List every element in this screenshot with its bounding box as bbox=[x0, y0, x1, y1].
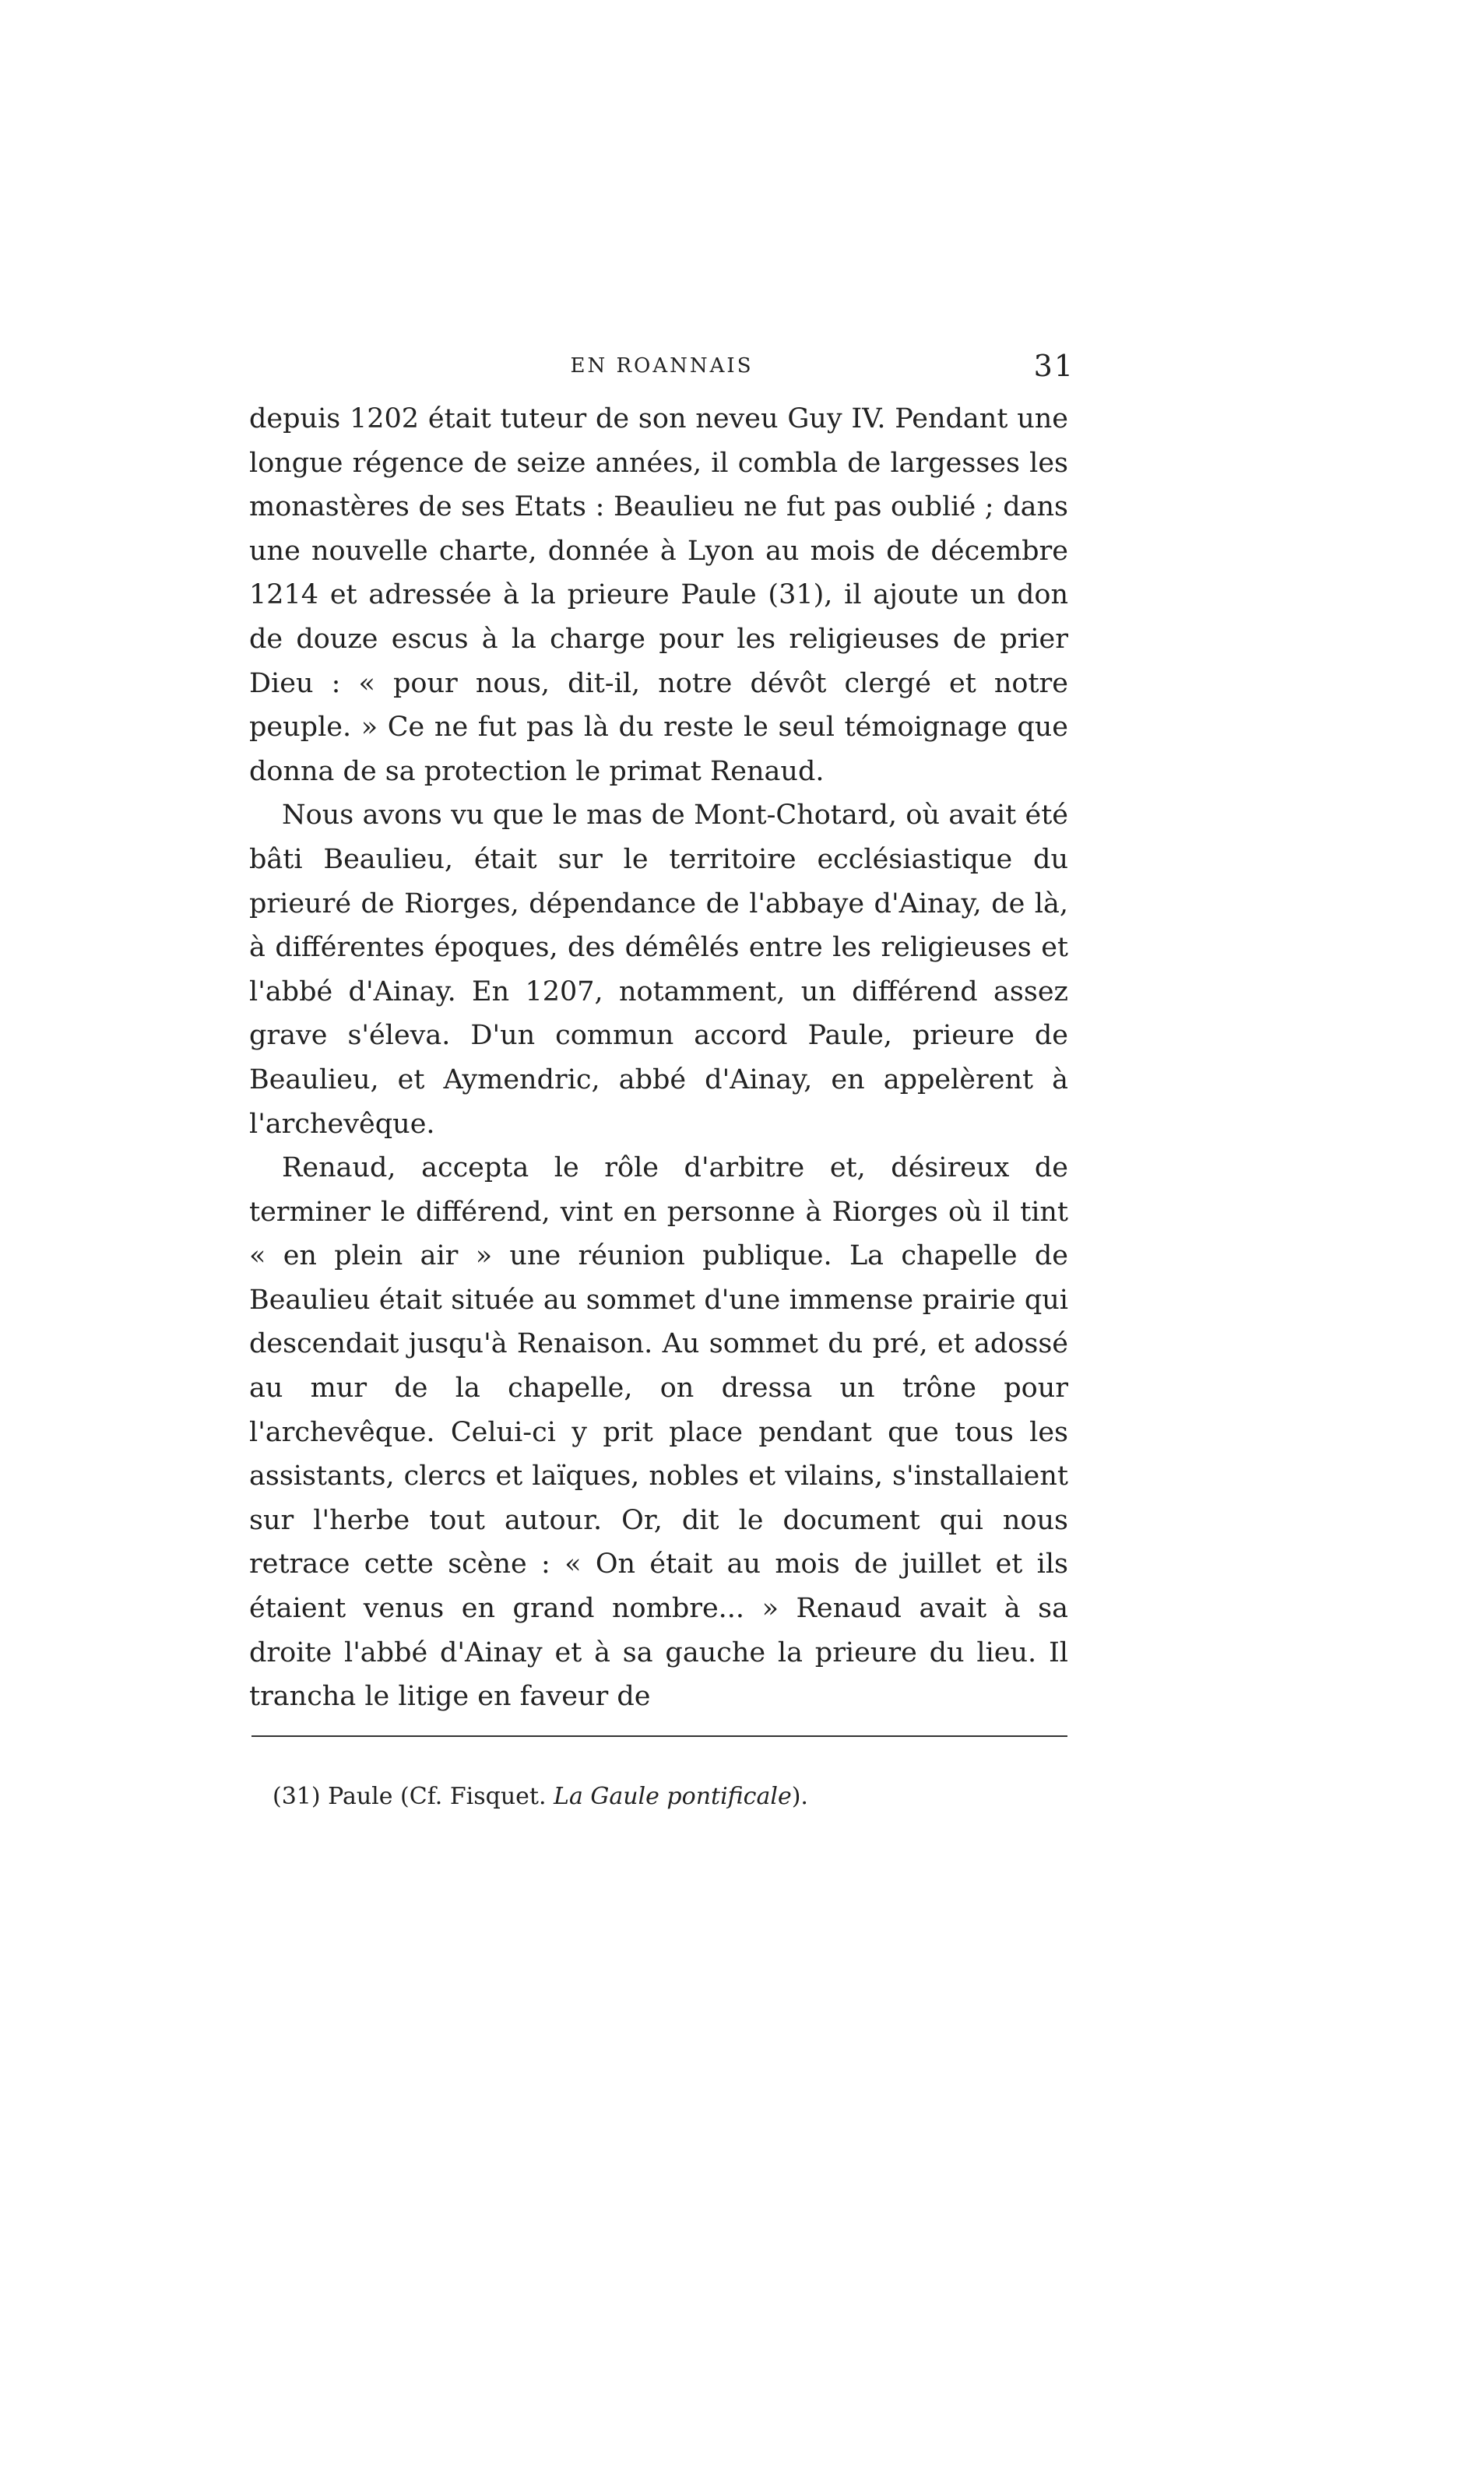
footnote-divider bbox=[251, 1735, 1067, 1737]
running-head bbox=[249, 349, 1074, 383]
paragraph-1: depuis 1202 était tuteur de son neveu Guy IV. Pendant une longue régence de seize années, il combla de largesses les monastères de ses Etats : Beaulieu ne fut pas oublié ; dans une nouvelle charte, donnée à Lyon au mois de décembre 1214 et adressée à la prieure Paule (31), il ajoute un don de douze escus à la charge pour les religieuses de prier Dieu : « pour nous, dit-il, notre dévôt clergé et notre peuple. » Ce ne fut pas là du reste le seul témoignage que donna de sa protection le primat Renaud. bbox=[249, 403, 1068, 787]
footnote-tail: ). bbox=[791, 1783, 808, 1810]
page-number: 31 bbox=[1033, 349, 1074, 383]
paragraph-2: Nous avons vu que le mas de Mont-Chotard, où avait été bâti Beaulieu, était sur le territoire ecclésiastique du prieuré de Riorges, dépendance de l'abbaye d'Ainay, de là, à différentes époques, des démêlés entre les religieuses et l'abbé d'Ainay. En 1207, notamment, un différend assez grave s'éleva. D'un commun accord Paule, prieure de Beaulieu, et Aymendric, abbé d'Ainay, en appelèrent à l'archevêque. bbox=[249, 800, 1068, 1140]
footnote bbox=[273, 1781, 1051, 1812]
running-title: EN ROANNAIS bbox=[570, 354, 754, 378]
paragraph-3: Renaud, accepta le rôle d'arbitre et, désireux de terminer le différend, vint en personne à Riorges où il tint « en plein air » une réunion publique. La chapelle de Beaulieu était située au sommet d'une immense prairie qui descendait jusqu'à Renaison. Au sommet du pré, et adossé au mur de la chapelle, on dressa un trône pour l'archevêque. Celui-ci y prit place pendant que tous les assistants, clercs et laïques, nobles et vilains, s'installaient sur l'herbe tout autour. Or, dit le document qui nous retrace cette scène : « On était au mois de juillet et ils étaient venus en grand nombre... » Renaud avait à sa droite l'abbé d'Ainay et à sa gauche la prieure du lieu. Il trancha le litige en faveur de bbox=[249, 1152, 1068, 1713]
footnote-work-title: La Gaule pontificale bbox=[554, 1783, 792, 1810]
body-text bbox=[249, 397, 1068, 1719]
footnote-lead: (31) Paule (Cf. Fisquet. bbox=[273, 1783, 554, 1810]
